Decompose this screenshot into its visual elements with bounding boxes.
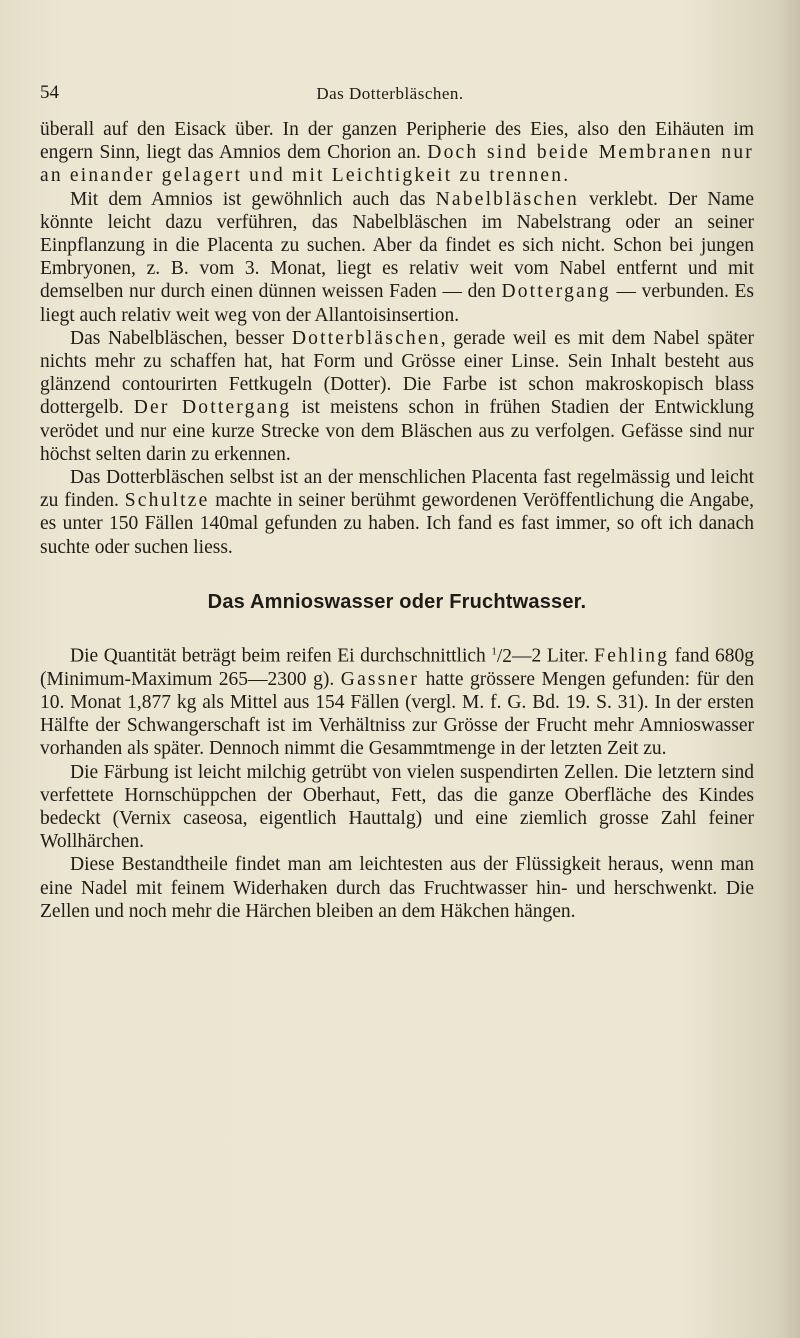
- paragraph-7: Diese Bestandtheile findet man am leichtesten aus der Flüssigkeit heraus, wenn man eine Nadel mit feinem Widerhaken durch das Fruchtwasser hin- und herschwenkt. Die Zellen und noch mehr die Härchen bleiben an dem Häkchen hängen.: [40, 854, 754, 922]
- term-dotterblaeschen: Dotterbläschen: [291, 327, 441, 349]
- paragraph-3: [40, 327, 754, 466]
- page-number: 54: [40, 82, 59, 103]
- running-title: Das Dotterbläschen.: [316, 84, 464, 103]
- paragraph-3-text-a: Das Nabelbläschen, besser: [70, 327, 292, 349]
- paragraph-6: Die Färbung ist leicht milchig getrübt von vielen suspendirten Zellen. Die letztern sind verfettete Hornschüppchen der Oberhaut, Fett, das die ganze Oberfläche des Kindes bedeckt (Vernix caseosa, eigentlich Hauttalg) und eine ziemlich grosse Zahl feiner Wollhärchen.: [40, 761, 754, 853]
- paragraph-5-text-f: hatte grössere Mengen gefunden: für den 10. Monat 1,877 kg als Mittel aus 154 Fällen (vergl. M. f. G. Bd. 19. S. 31). In der ersten Hälfte der Schwangerschaft ist im Verhältniss zur Grösse der Frucht mehr Amnioswasser vorhanden als später. Dennoch nimmt die Gesammtmenge in der letzten Zeit zu.: [40, 668, 754, 760]
- paragraph-4: [40, 466, 754, 559]
- paragraph-2: [40, 188, 754, 327]
- fraction-numerator: 1: [491, 645, 497, 658]
- paragraph-5-text-d: fand 680g (Minimum-Maximum 265—2300 g).: [40, 645, 754, 690]
- fraction-one-half: $^1$/2: [491, 645, 513, 667]
- author-schultze: Schultze: [124, 490, 210, 512]
- paragraph-5-text-a: Die Quantität beträgt beim reifen Ei durchschnittlich: [70, 645, 492, 667]
- paragraph-2-text-a: Mit dem Amnios ist gewöhnlich auch das: [70, 188, 436, 210]
- paragraph-1-text-a: überall auf den Eisack über. In der ganzen Peripherie des Eies, also den Eihäuten im engern Sinn, liegt das Amnios dem Chorion an.: [40, 119, 754, 164]
- body-text: [40, 118, 754, 923]
- page-header: [40, 82, 740, 108]
- paragraph-5: [40, 640, 754, 761]
- paragraph-1-spaced-text: Doch sind beide Membranen nur an einander gelagert und mit Leichtigkeit zu trennen.: [40, 142, 755, 187]
- paragraph-4-text-c: machte in seiner berühmt gewordenen Veröffentlichung die Angabe, es unter 150 Fällen 140mal gefunden zu haben. Ich fand es fast immer, so oft ich danach suchte oder suchen liess.: [40, 490, 754, 558]
- author-fehling: Fehling: [594, 645, 670, 667]
- term-nabelblaeschen: Nabelbläschen: [435, 188, 580, 210]
- author-gassner: Gassner: [340, 668, 420, 690]
- paragraph-4-text-a: Das Dotterbläschen selbst ist an der menschlichen Placenta fast regelmässig und leicht zu finden.: [40, 467, 754, 512]
- paragraph-5-text-b: —2 Liter.: [512, 645, 595, 667]
- paragraph-1: [40, 118, 754, 188]
- paragraph-3-text-c: , gerade weil es mit dem Nabel später nichts mehr zu schaffen hat, hat Form und Grösse einer Linse. Sein Inhalt besteht aus glänzend contourirten Fettkugeln (Dotter). Die Farbe ist schon makroskopisch blass dottergelb.: [40, 327, 754, 419]
- paragraph-2-text-c: verklebt. Der Name könnte leicht dazu verführen, das Nabelbläschen im Nabelstrang oder an seiner Einpflanzung in die Placenta zu suchen. Aber da findet es sich nicht. Schon bei jungen Embryonen, z. B. vom 3. Monat, liegt es relativ weit vom Nabel entfernt und mit demselben nur durch einen dünnen weissen Faden — den: [40, 188, 754, 303]
- fraction-denominator: 2: [502, 645, 513, 667]
- term-dottergang: Dottergang: [501, 281, 611, 303]
- section-heading: Das Amnioswasser oder Fruchtwasser.: [207, 590, 587, 613]
- term-der-dottergang: Der Dottergang: [133, 397, 292, 419]
- paragraph-3-text-e: ist meistens schon in frühen Stadien der Entwicklung verödet und nur eine kurze Strecke von dem Bläschen aus zu verfolgen. Gefässe sind nur höchst selten darin zu erkennen.: [40, 397, 754, 465]
- paragraph-2-text-e: — verbunden. Es liegt auch relativ weit weg von der Allantoisinsertion.: [40, 281, 754, 326]
